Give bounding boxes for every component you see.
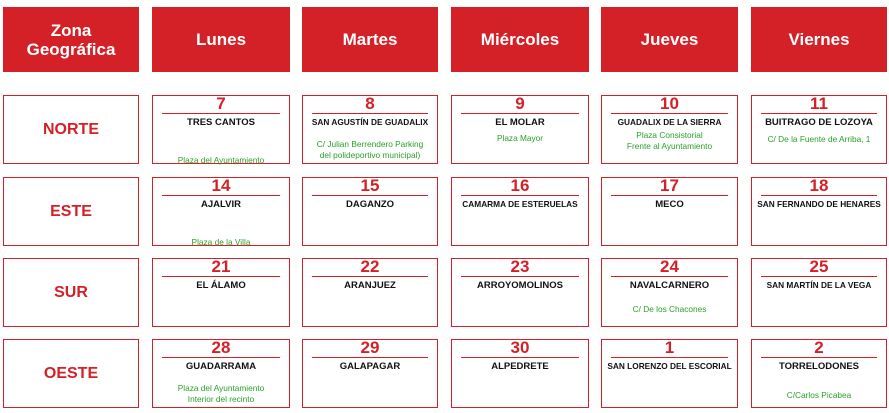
meeting-place: Plaza del Ayuntamiento	[177, 155, 265, 165]
divider	[461, 276, 579, 277]
schedule-cell-este-viernes	[751, 177, 887, 246]
town-name: BUITRAGO DE LOZOYA	[765, 117, 873, 128]
header-lunes	[152, 7, 290, 72]
day-number: 2	[814, 338, 824, 357]
town-name: GUADARRAMA	[185, 361, 257, 372]
town-name: CAMARMA DE ESTERUELAS	[462, 199, 578, 209]
day-number: 25	[809, 257, 829, 276]
header-martes	[302, 7, 438, 72]
day-number: 21	[211, 257, 231, 276]
meeting-place: C/ De los Chacones	[632, 304, 707, 314]
schedule-cell-norte-lunes	[152, 95, 290, 164]
town-name: SAN AGUSTÍN DE GUADALIX	[311, 117, 429, 127]
zone-este	[3, 177, 139, 246]
schedule-cell-sur-lunes	[152, 258, 290, 327]
divider	[312, 195, 428, 196]
day-number: 23	[510, 257, 530, 276]
zone-label: ESTE	[50, 202, 92, 220]
town-name: SAN LORENZO DEL ESCORIAL	[607, 361, 732, 371]
meeting-place: C/Carlos Picabea	[786, 390, 852, 400]
schedule-cell-oeste-viernes	[751, 339, 887, 408]
day-number: 10	[660, 94, 679, 113]
schedule-cell-sur-viernes	[751, 258, 887, 327]
day-number: 1	[664, 338, 675, 357]
schedule-cell-oeste-lunes	[152, 339, 290, 408]
divider	[611, 113, 728, 114]
town-name: GUADALIX DE LA SIERRA	[617, 117, 722, 127]
meeting-place: Plaza de la Villa	[191, 237, 251, 247]
header-jueves	[601, 7, 738, 72]
meeting-place: Plaza Consistorial Frente al Ayuntamiento	[626, 130, 713, 151]
zone-label: NORTE	[43, 120, 99, 138]
day-number: 28	[211, 338, 231, 357]
meeting-place: C/ De la Fuente de Arriba, 1	[767, 134, 871, 144]
schedule-cell-este-martes	[302, 177, 438, 246]
day-number: 24	[660, 257, 679, 276]
schedule-cell-sur-martes	[302, 258, 438, 327]
zone-sur	[3, 258, 139, 327]
divider	[761, 357, 877, 358]
schedule-cell-sur-jueves	[601, 258, 738, 327]
schedule-cell-oeste-martes	[302, 339, 438, 408]
divider	[461, 357, 579, 358]
town-name: AJALVIR	[201, 199, 241, 210]
header-zona	[3, 7, 139, 72]
day-number: 18	[809, 176, 829, 195]
town-name: ARROYOMOLINOS	[476, 280, 564, 291]
town-name: SAN MARTÍN DE LA VEGA	[766, 280, 872, 290]
town-name: ARANJUEZ	[344, 280, 396, 291]
header-viernes	[751, 7, 887, 72]
schedule-cell-norte-viernes	[751, 95, 887, 164]
town-name: EL MOLAR	[495, 117, 545, 128]
divider	[611, 195, 728, 196]
day-number: 7	[216, 94, 226, 113]
town-name: SAN FERNANDO DE HENARES	[757, 199, 881, 209]
day-number: 16	[510, 176, 530, 195]
schedule-cell-oeste-jueves	[601, 339, 738, 408]
header-miercoles-label: Miércoles	[480, 30, 560, 49]
divider	[461, 195, 579, 196]
divider	[312, 357, 428, 358]
town-name: DAGANZO	[345, 199, 395, 210]
divider	[162, 357, 280, 358]
day-number: 8	[365, 94, 375, 113]
day-number: 9	[515, 94, 525, 113]
divider	[162, 113, 280, 114]
day-number: 22	[360, 257, 380, 276]
divider	[761, 113, 877, 114]
divider	[162, 195, 280, 196]
zone-norte	[3, 95, 139, 164]
schedule-cell-norte-martes	[302, 95, 438, 164]
header-jueves-label: Jueves	[640, 30, 699, 49]
header-miercoles	[451, 7, 589, 72]
divider	[312, 276, 428, 277]
header-zona-label: Zona Geográfica	[26, 20, 116, 59]
town-name: ALPEDRETE	[491, 361, 549, 372]
day-number: 15	[360, 176, 380, 195]
town-name: GALAPAGAR	[339, 361, 401, 372]
town-name: MECO	[655, 199, 684, 210]
day-number: 29	[360, 338, 380, 357]
day-number: 14	[211, 176, 231, 195]
divider	[761, 195, 877, 196]
meeting-place: C/ Julian Berrendero Parking del polideportivo municipal)	[316, 139, 424, 160]
schedule-cell-norte-miercoles	[451, 95, 589, 164]
day-number: 11	[810, 94, 828, 113]
header-lunes-label: Lunes	[195, 30, 247, 49]
divider	[611, 276, 728, 277]
meeting-place: Plaza Mayor	[496, 133, 544, 143]
header-martes-label: Martes	[342, 30, 398, 49]
schedule-cell-norte-jueves	[601, 95, 738, 164]
schedule-cell-este-miercoles	[451, 177, 589, 246]
divider	[611, 357, 728, 358]
divider	[162, 276, 280, 277]
divider	[461, 113, 579, 114]
town-name: TRES CANTOS	[187, 117, 255, 128]
header-viernes-label: Viernes	[788, 30, 850, 49]
day-number: 17	[660, 176, 679, 195]
town-name: EL ÁLAMO	[196, 280, 246, 291]
day-number: 30	[510, 338, 530, 357]
divider	[761, 276, 877, 277]
town-name: NAVALCARNERO	[629, 280, 710, 291]
schedule-cell-este-jueves	[601, 177, 738, 246]
divider	[312, 113, 428, 114]
zone-label: OESTE	[43, 364, 99, 382]
meeting-place: Plaza del Ayuntamiento Interior del recinto	[177, 383, 265, 404]
town-name: TORRELODONES	[778, 361, 860, 372]
schedule-cell-este-lunes	[152, 177, 290, 246]
schedule-cell-oeste-miercoles	[451, 339, 589, 408]
schedule-cell-sur-miercoles	[451, 258, 589, 327]
zone-label: SUR	[54, 283, 88, 301]
zone-oeste	[3, 339, 139, 408]
